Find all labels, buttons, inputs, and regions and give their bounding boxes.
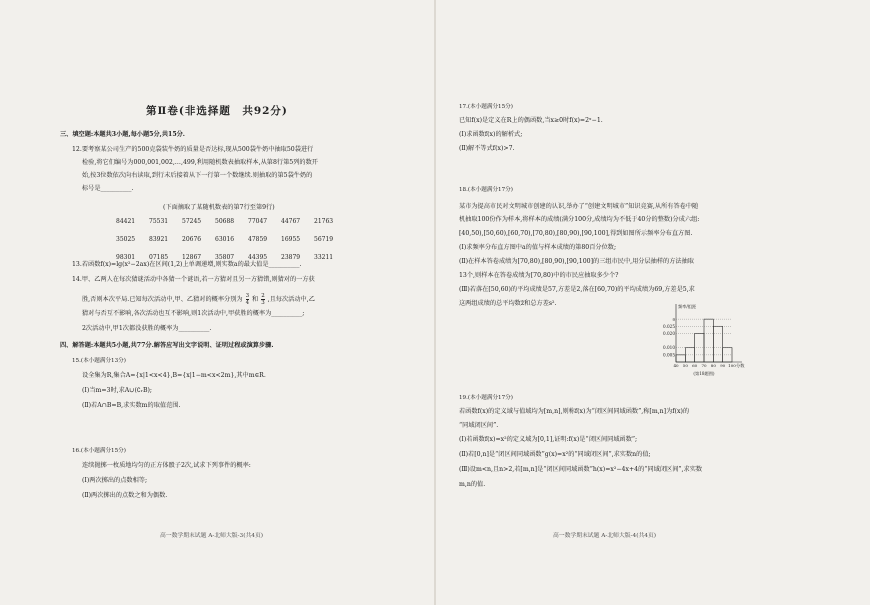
q14-text: ,且每次活动中,乙: [267, 296, 315, 303]
q19-header: 19.(本小题满分17分): [459, 395, 513, 401]
part3-heading: 三、填空题:本题共3小题,每小题5分,共15分.: [60, 131, 185, 138]
q16-line: (Ⅰ)两次掷出的点数相等;: [82, 477, 148, 484]
table-cell: 44395: [248, 253, 268, 261]
q19-line: “同域闭区间”.: [459, 422, 499, 429]
q18-line: [40,50),[50,60),[60,70),[70,80),[80,90),[90,100],得到如图所示频率分布直方图.: [459, 230, 693, 237]
y-tick-label: a: [672, 316, 675, 322]
table-cell: 98301: [116, 253, 136, 261]
q19-line: 若函数f(x)的定义域与值域均为[m,n],则称f(x)为“闭区间同域函数”,称[m,n]为f(x)的: [459, 408, 690, 415]
q13: 13.若函数f(x)=lg(x²−2ax)在区间(1,2)上单调递增,则实数a的最大值是__________.: [72, 261, 302, 268]
fraction-numerator: 3: [245, 293, 250, 299]
table-cell: 63016: [215, 235, 235, 243]
q18-line: 13个,则样本在答卷成绩为[70,80)中的市民应抽取多少个?: [459, 272, 619, 279]
histogram-bar: [704, 319, 713, 362]
q16-header: 16.(本小题满分15分): [72, 448, 126, 454]
table-cell: 75531: [149, 217, 169, 225]
x-tick-label: 80: [710, 363, 716, 368]
table-cell: 44767: [281, 217, 301, 225]
q18-line: 这两组成绩的总平均数z̄和总方差s².: [459, 300, 557, 307]
table-cell: 20676: [182, 235, 202, 243]
q17-line: (Ⅱ)解不等式f(x)>7.: [459, 145, 515, 152]
q16-line: 连续抛掷一枚质地均匀的正方体骰子2次,试求下列事件的概率:: [82, 462, 251, 469]
table-cell: 50688: [215, 217, 235, 225]
section-title: 第Ⅱ卷(非选择题 共92分): [146, 105, 288, 117]
q18-header: 18.(本小题满分17分): [459, 187, 513, 193]
y-axis-label: 频率/组距: [678, 304, 697, 309]
table-cell: 35807: [215, 253, 235, 261]
table-cell: 21763: [314, 217, 334, 225]
q14-line: 猜对与否互不影响,各次活动也互不影响,则1次活动中,甲获胜的概率为__________;: [82, 310, 305, 317]
table-caption: (下面摘取了某随机数表的第7行至第9行): [163, 204, 275, 211]
y-tick-label: 0.005: [663, 352, 675, 358]
table-cell: 16955: [281, 235, 301, 243]
y-tick-label: 0.025: [663, 323, 675, 329]
fraction-denominator: 4: [245, 300, 250, 306]
right-page: [435, 0, 870, 605]
q14-line: 14.甲、乙两人在每次猜谜活动中各猜一个谜语,若一方猜对且另一方猜错,则猜对的一方获: [72, 276, 315, 283]
table-row: [116, 215, 347, 227]
q12-line: 检验,将它们编号为000,001,002,…,499,利用随机数表抽取样本,从第8行第5列的数开: [82, 159, 318, 166]
q16-line: (Ⅱ)两次掷出的点数之和为偶数.: [82, 492, 168, 499]
part4-heading: 四、解答题:本题共5小题,共77分.解答应写出文字说明、证明过程或演算步骤.: [60, 342, 274, 349]
fraction-numerator: 2: [261, 293, 265, 299]
table-cell: 33211: [314, 253, 334, 261]
q12-line: 始,按3位数依次向右读取,到行末后接着从下一行第一个数继续.则抽取的第5袋牛奶的: [82, 172, 313, 179]
y-tick-label: 0.010: [663, 345, 675, 351]
table-cell: 07185: [149, 253, 169, 261]
random-number-table: [116, 215, 347, 263]
q12-line: 12.要考察某公司生产的500克袋装牛奶的质量是否达标,现从500袋牛奶中抽取50袋进行: [72, 146, 314, 153]
q19-line: (Ⅲ)设m<n,且n>2,若[m,n]是“闭区间同域函数”h(x)=x²−4x+4的“同域闭区间”,求实数: [459, 466, 703, 473]
table-cell: 84421: [116, 217, 136, 225]
q17-line: (Ⅰ)求函数f(x)的解析式;: [459, 131, 523, 138]
q18-line: 机抽取100份作为样本,将样本的成绩(满分100分,成绩均为不低于40分的整数)分成六组:: [459, 216, 700, 223]
table-cell: 35025: [116, 235, 136, 243]
q12-line: 标号是__________.: [82, 185, 134, 192]
fraction: [246, 293, 250, 306]
table-cell: 23879: [281, 253, 301, 261]
q19-line: (Ⅰ)若函数f(x)=x²的定义域为[0,1],证明:f(x)是“闭区间同域函数”;: [459, 436, 638, 443]
table-cell: 12867: [182, 253, 202, 261]
q18-line: (Ⅲ)若落在[50,60)的平均成绩是57,方差是2,落在[60,70)的平均成绩为69,方差是5,求: [459, 286, 695, 293]
q15-line: (Ⅱ)若A∩B=B,求实数m的取值范围.: [82, 402, 181, 409]
fraction-denominator: 3: [261, 300, 265, 306]
table-cell: 56719: [314, 235, 334, 243]
q17-header: 17.(本小题满分15分): [459, 104, 513, 110]
q19-line: (Ⅱ)若[0,n]是“闭区间同域函数”g(x)=x²的“同域闭区间”,求实数n的值;: [459, 451, 651, 458]
frequency-histogram: [658, 300, 758, 380]
table-cell: 83921: [149, 235, 169, 243]
x-tick-label: 100: [728, 363, 736, 368]
x-tick-label: 50: [682, 363, 688, 368]
q14-line-2: [82, 293, 315, 306]
q17-line: 已知f(x)是定义在R上的偶函数,当x≥0时f(x)=2ˣ−1.: [459, 117, 603, 124]
histogram-bar: [676, 355, 685, 362]
x-axis-label: 分数: [736, 363, 745, 368]
figure-caption: (第18题图): [693, 371, 715, 376]
table-cell: 47859: [248, 235, 268, 243]
y-tick-label: 0.020: [663, 330, 675, 336]
q15-header: 15.(本小题满分13分): [72, 358, 126, 364]
x-tick-label: 60: [692, 363, 698, 368]
q18-line: (Ⅱ)在样本答卷成绩为[70,80),[80,90),[90,100]的三组市民中,用分层抽样的方法抽取: [459, 258, 694, 265]
q14-text: 胜,否则本次平局.已知每次活动中,甲、乙猜对的概率分别为: [82, 296, 243, 303]
table-cell: 77047: [248, 217, 268, 225]
q19-line: m,n的值.: [459, 481, 486, 488]
x-tick-label: 70: [701, 363, 707, 368]
q14-text: 和: [252, 296, 259, 303]
x-tick-label: 90: [720, 363, 726, 368]
fraction: [261, 293, 265, 306]
table-cell: 57245: [182, 217, 202, 225]
q15-line: (Ⅰ)当m=3时,求A∪(∁ᵣB);: [82, 387, 152, 394]
q18-line: 某市为提高市民对文明城市创建的认识,举办了“创建文明城市”知识竞赛,从所有答卷中随: [459, 203, 699, 210]
histogram-bar: [713, 326, 722, 362]
q18-line: (Ⅰ)求频率分布直方图中a的值与样本成绩的第80百分位数;: [459, 244, 617, 251]
table-row: [116, 233, 347, 245]
q15-line: 设全集为R,集合A={x|1<x<4},B={x|1−m<x<2m},其中m∈R.: [82, 372, 266, 379]
x-tick-label: 40: [673, 363, 679, 368]
q14-line: 2次活动中,甲1次都没获胜的概率为__________.: [82, 325, 212, 332]
page-footer: 高一数学期末试题 A-北师大版-3(共4页): [160, 533, 264, 539]
page-footer: 高一数学期末试题 A-北师大版-4(共4页): [553, 533, 657, 539]
